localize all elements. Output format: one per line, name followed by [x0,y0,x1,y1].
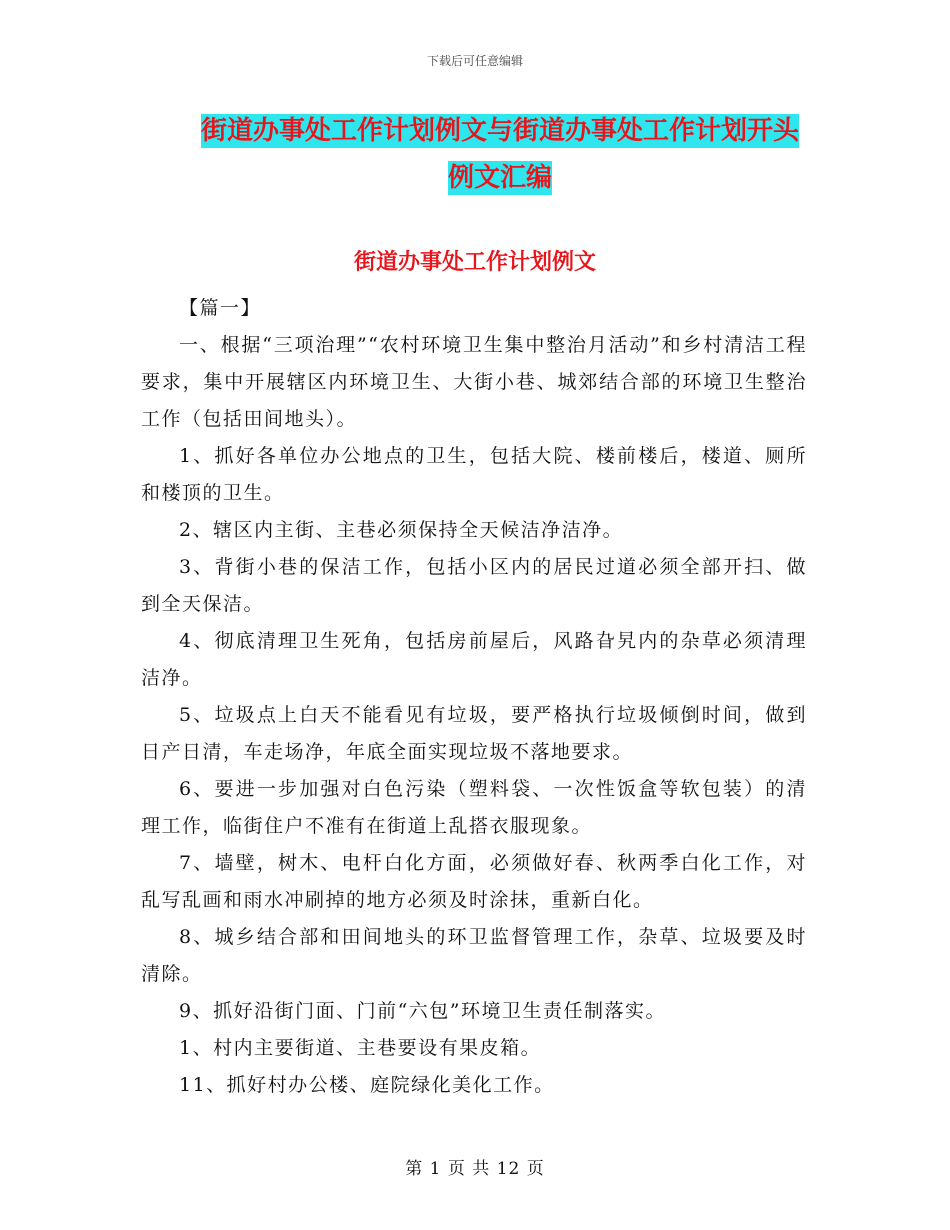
paragraph: 1、村内主要街道、主巷要设有果皮箱。 [179,1037,542,1059]
paragraph: 3、背街小巷的保洁工作，包括小区内的居民过道必须全部开扫、做到全天保洁。 [141,556,807,615]
paragraph: 一、根据“三项治理”“农村环境卫生集中整治月活动”和乡村清洁工程要求，集中开展辖区内环境卫生、大街小巷、城郊结合部的环境卫生整治工作（包括田间地头）。 [141,334,807,430]
document-title-line-1: 街道办事处工作计划例文与街道办事处工作计划开头 [200,116,799,146]
page-header-note: 下载后可任意编辑 [426,54,523,68]
paragraph: 1、抓好各单位办公地点的卫生，包括大院、楼前楼后，楼道、厕所和楼顶的卫生。 [141,445,807,504]
section-title: 街道办事处工作计划例文 [353,250,596,275]
paragraph: 8、城乡结合部和田间地头的环卫监督管理工作，杂草、垃圾要及时清除。 [141,926,807,985]
document-body [141,290,807,1104]
paragraph: 4、彻底清理卫生死角，包括房前屋后，风路旮旯内的杂草必须清理洁净。 [141,630,807,689]
paragraph: 2、辖区内主街、主巷必须保持全天候洁净洁净。 [179,519,624,541]
paragraph: 5、垃圾点上白天不能看见有垃圾，要严格执行垃圾倾倒时间，做到日产日清，车走场净，年底全面实现垃圾不落地要求。 [141,704,807,763]
paragraph: 11、抓好村办公楼、庭院绿化美化工作。 [179,1074,555,1096]
part-label: 【篇一】 [179,297,262,319]
paragraph: 6、要进一步加强对白色污染（塑料袋、一次性饭盒等软包装）的清理工作，临街住户不准有在街道上乱搭衣服现象。 [141,778,807,837]
paragraph: 9、抓好沿街门面、门前“六包”环境卫生责任制落实。 [179,1000,667,1022]
document-title-line-2: 例文汇编 [447,163,552,193]
document-title [180,108,820,202]
page-number: 第 1 页 共 12 页 [405,1159,545,1179]
paragraph: 7、墙壁，树木、电杆白化方面，必须做好春、秋两季白化工作，对乱写乱画和雨水冲刷掉的地方必须及时涂抹，重新白化。 [141,852,807,911]
